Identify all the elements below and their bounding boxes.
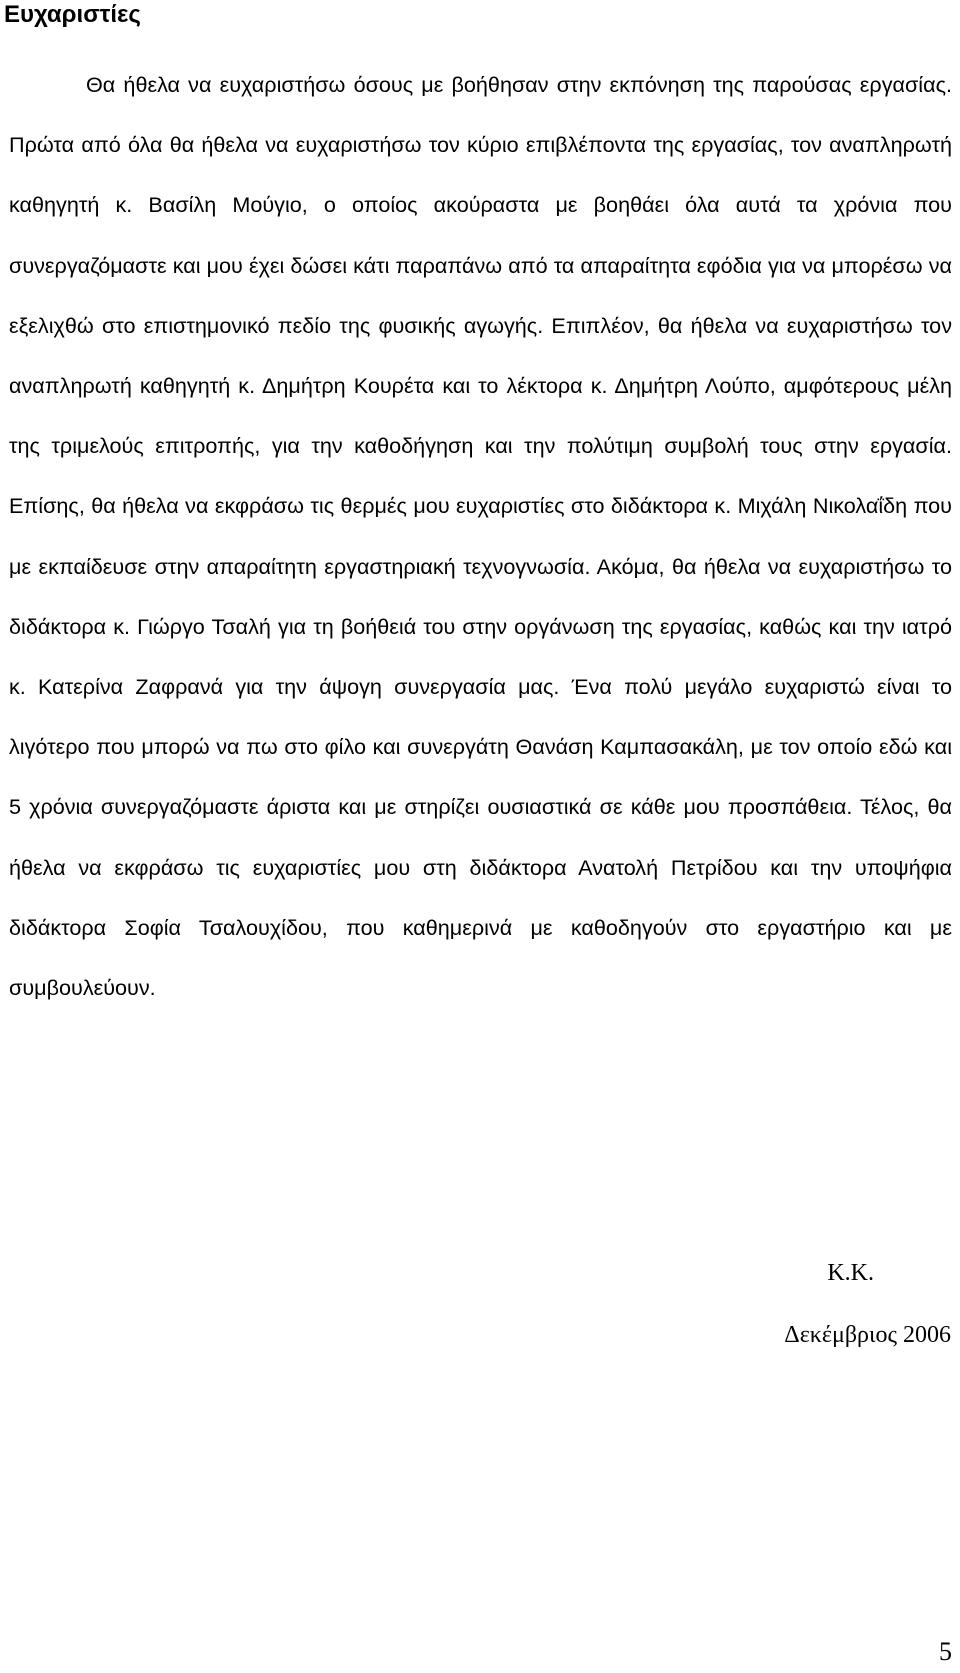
document-date: Δεκέμβριος 2006 <box>784 1322 951 1348</box>
acknowledgements-paragraph: Θα ήθελα να ευχαριστήσω όσους με βοήθησαν στην εκπόνηση της παρούσας εργασίας. Πρώτα από όλα θα ήθελα να ευχαριστήσω τον κύριο επιβλέποντα της εργασίας, τον αναπληρωτή καθηγητή κ. Βασίλη Μούγιο, ο οποίος ακούραστα με βοηθάει όλα αυτά τα χρόνια που συνεργαζόμαστε και μου έχει δώσει κάτι παραπάνω από τα απαραίτητα εφόδια για να μπορέσω να εξελιχθώ στο επιστημονικό πεδίο της φυσικής αγωγής. Επιπλέον, θα ήθελα να ευχαριστήσω τον αναπληρωτή καθηγητή κ. Δημήτρη Κουρέτα και το λέκτορα κ. Δημήτρη Λούπο, αμφότερους μέλη της τριμελούς επιτροπής, για την καθοδήγηση και την πολύτιμη συμβολή τους στην εργασία. Επίσης, θα ήθελα να εκφράσω τις θερμές μου ευχαριστίες στο διδάκτορα κ. Μιχάλη Νικολαΐδη που με εκπαίδευσε στην απαραίτητη εργαστηριακή τεχνογνωσία. Ακόμα, θα ήθελα να ευχαριστήσω το διδάκτορα κ. Γιώργο Τσαλή για τη βοήθειά του στην οργάνωση της εργασίας, καθώς και την ιατρό κ. Κατερίνα Ζαφρανά για την άψογη συνεργασία μας. Ένα πολύ μεγάλο ευχαριστώ είναι το λιγότερο που μπορώ να πω στο φίλο και συνεργάτη Θανάση Καμπασακάλη, με τον οποίο εδώ και 5 χρόνια συνεργαζόμαστε άριστα και με στηρίζει ουσιαστικά σε κάθε μου προσπάθεια. Τέλος, θα ήθελα να εκφράσω τις ευχαριστίες μου στη διδάκτορα Ανατολή Πετρίδου και την υποψήφια διδάκτορα Σοφία Τσαλουχίδου, που καθημερινά με καθοδηγούν στο εργαστήριο και με συμβουλεύουν. <box>9 72 952 1001</box>
author-initials: Κ.Κ. <box>827 1260 874 1286</box>
page-title: Ευχαριστίες <box>4 1 141 28</box>
page-number: 5 <box>939 1637 952 1666</box>
